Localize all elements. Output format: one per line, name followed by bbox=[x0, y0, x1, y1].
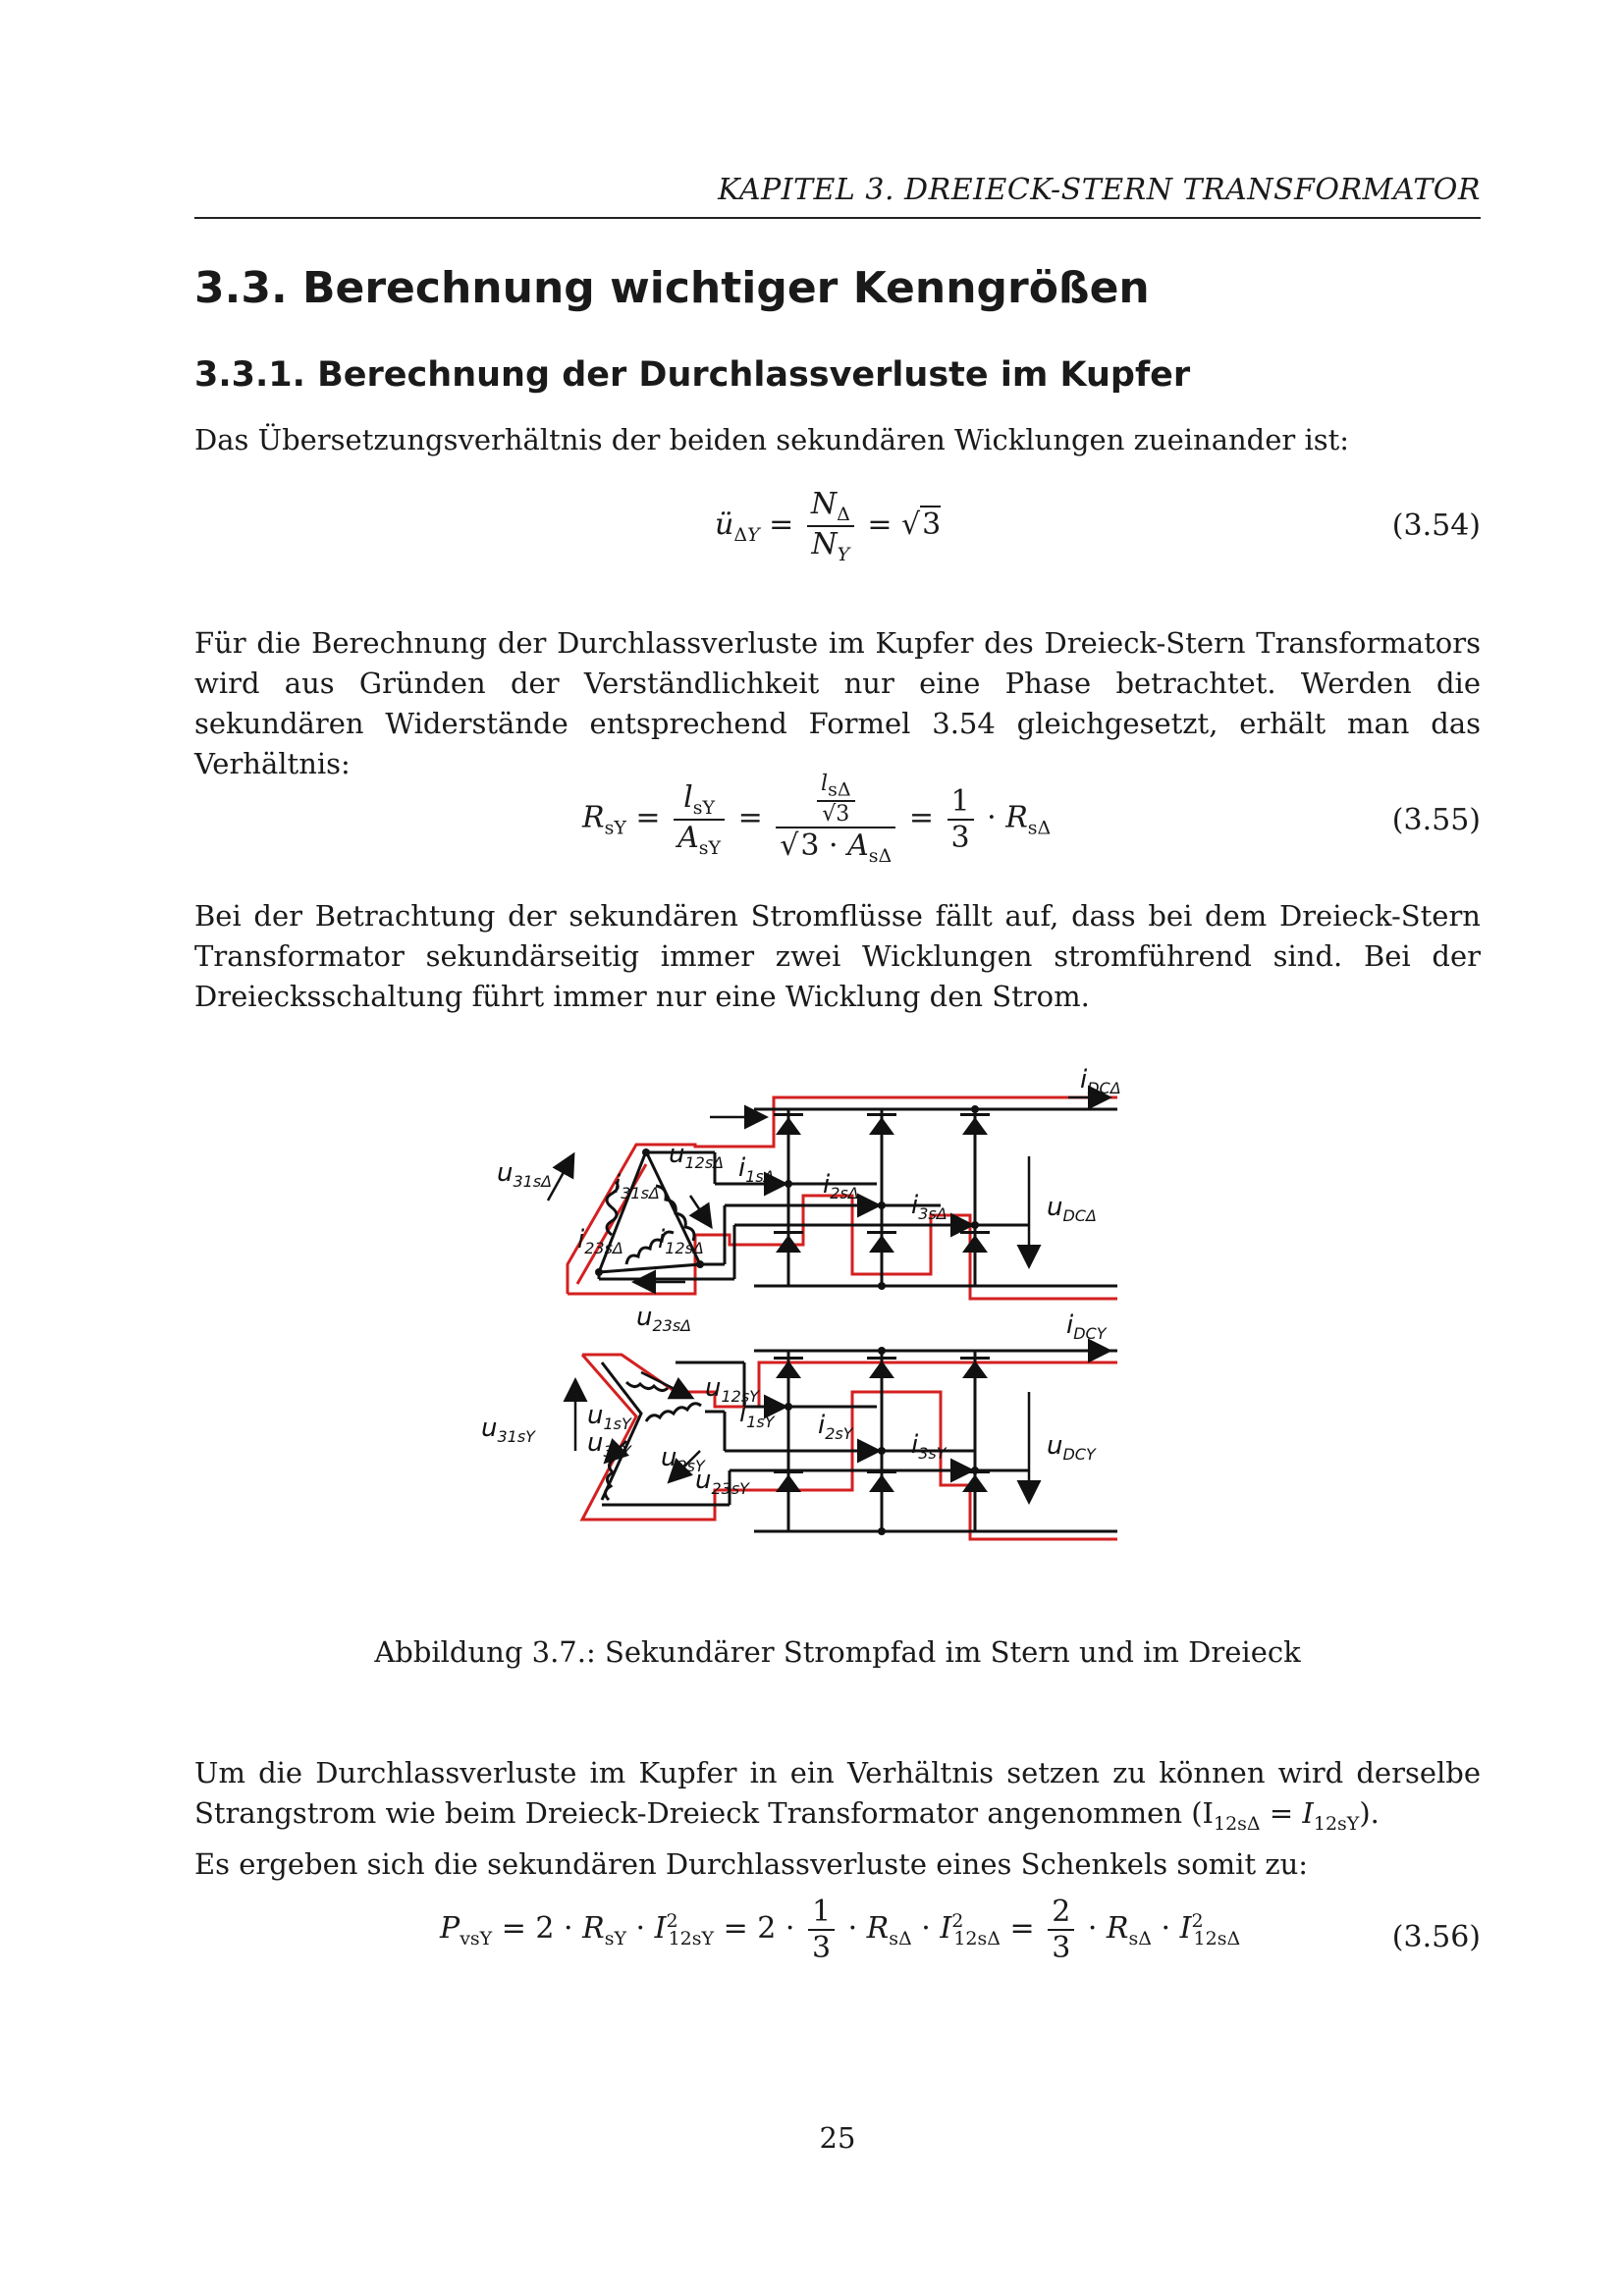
label-u23sd: $u_{23s\Delta}$ bbox=[636, 1303, 692, 1335]
equation-3-54 bbox=[194, 487, 1481, 575]
label-u2sY: $u_{2sY}$ bbox=[661, 1443, 705, 1475]
equation-3-54-body: $ü_{\Delta Y}$ = $\frac{N_\Delta}{N_Y}$ = √3 bbox=[715, 487, 942, 565]
paragraph-intro: Das Übersetzungsverhältnis der beiden sekundären Wicklungen zueinander ist: bbox=[194, 423, 1350, 456]
subsection-heading: 3.3.1. Berechnung der Durchlassverluste im Kupfer bbox=[194, 355, 1191, 395]
label-iDCd: $i_{DC\Delta}$ bbox=[1080, 1068, 1121, 1097]
equation-3-55 bbox=[194, 772, 1481, 880]
label-u1sY: $u_{1sY}$ bbox=[587, 1401, 631, 1433]
section-heading: 3.3. Berechnung wichtiger Kenngrößen bbox=[194, 263, 1150, 313]
paragraph-currents: Bei der Betrachtung der sekundären Stromflüsse fällt auf, dass bei dem Dreieck-Stern Transformator sekundärseitig immer zwei Wicklungen stromführend sind. Bei der Dreiecksschaltung führt immer nur eine Wicklung den Strom. bbox=[194, 899, 1481, 1013]
paragraph-losses: Um die Durchlassverluste im Kupfer in ein Verhältnis setzen zu können wird derselbe Strangstrom wie beim Dreieck-Dreieck Transformator angenommen $(I_{12s\Delta} = I_{12sY})$. Es ergeben sich die sekundären Durchlassverluste eines Schenkels somit zu: bbox=[194, 1756, 1481, 1881]
label-i1sd: $i_{1s\Delta}$ bbox=[738, 1153, 775, 1186]
paragraph-losses-text: Um die Durchlassverluste im Kupfer in ein Verhältnis setzen zu können wird derselbe Strangstrom wie beim Dreieck-Dreieck Transformator angenommen (I bbox=[194, 1756, 1481, 1830]
paragraph-phase: Für die Berechnung der Durchlassverluste im Kupfer des Dreieck-Stern Transformators wird aus Gründen der Verständlichkeit nur eine Phase betrachtet. Werden die sekundären Widerstände entsprechend Formel 3.54 gleichgesetzt, erhält man das Verhältnis: bbox=[194, 626, 1481, 780]
equation-3-55-body: $R_{sY}$ = $\frac{l_{sY}}{A_{sY}}$ = $\frac{\frac{l_{s\Delta}}{√3}}{√3 \cdot A_{s\Delta}}$ = $\frac{1}{3}$ · $R_{s\Delta}$ bbox=[582, 772, 1052, 868]
label-i12sd: $i_{12s\Delta}$ bbox=[658, 1225, 704, 1257]
equation-number: (3.55) bbox=[1391, 803, 1481, 837]
label-u31sY: $u_{31sY}$ bbox=[481, 1414, 535, 1446]
circuit-figure bbox=[479, 1068, 1147, 1598]
label-i3sY: $i_{3sY}$ bbox=[911, 1430, 947, 1463]
label-u23sY: $u_{23sY}$ bbox=[695, 1466, 749, 1498]
equation-number: (3.56) bbox=[1391, 1920, 1481, 1954]
star-current-path bbox=[582, 1355, 1117, 1407]
label-i2sY: $i_{2sY}$ bbox=[818, 1411, 853, 1443]
label-u31sd: $u_{31s\Delta}$ bbox=[497, 1158, 553, 1191]
label-uDCd: $u_{DC\Delta}$ bbox=[1047, 1193, 1097, 1225]
label-i31sd: $i_{31s\Delta}$ bbox=[614, 1170, 660, 1202]
label-i23sd: $i_{23s\Delta}$ bbox=[577, 1225, 623, 1257]
label-iDCY: $i_{DCY}$ bbox=[1066, 1310, 1107, 1343]
label-uDCY: $u_{DCY}$ bbox=[1047, 1431, 1096, 1464]
label-u12sY: $u_{12sY}$ bbox=[705, 1373, 759, 1406]
label-i3sd: $i_{3s\Delta}$ bbox=[911, 1191, 947, 1223]
equation-number: (3.54) bbox=[1391, 508, 1481, 543]
header-rule bbox=[194, 217, 1481, 219]
label-u3sY: $u_{3sY}$ bbox=[587, 1428, 631, 1461]
label-i1sY: $i_{1sY}$ bbox=[739, 1399, 775, 1431]
page-number: 25 bbox=[819, 2121, 856, 2155]
label-u12sd: $u_{12s\Delta}$ bbox=[669, 1140, 725, 1172]
figure-caption: Abbildung 3.7.: Sekundärer Strompfad im Stern und im Dreieck bbox=[374, 1635, 1301, 1669]
paragraph-losses-text-2: Es ergeben sich die sekundären Durchlassverluste eines Schenkels somit zu: bbox=[194, 1846, 1309, 1881]
equation-3-56-body: $P_{vsY} = 2 \cdot R_{sY} \cdot I^2_{12sY} = 2$ · $\frac{1}{3}$ · $R_{s\Delta} \cdot I^2_{12s\Delta}$ = $\frac{2}{3}$ · $R_{s\Delta} \cdot I^2_{12s\Delta}$ bbox=[440, 1895, 1241, 1965]
circuit-diagram bbox=[479, 1068, 1147, 1598]
label-i2sd: $i_{2s\Delta}$ bbox=[823, 1170, 859, 1202]
running-header: KAPITEL 3. DREIECK-STERN TRANSFORMATOR bbox=[718, 173, 1481, 207]
equation-3-56 bbox=[194, 1895, 1481, 1993]
